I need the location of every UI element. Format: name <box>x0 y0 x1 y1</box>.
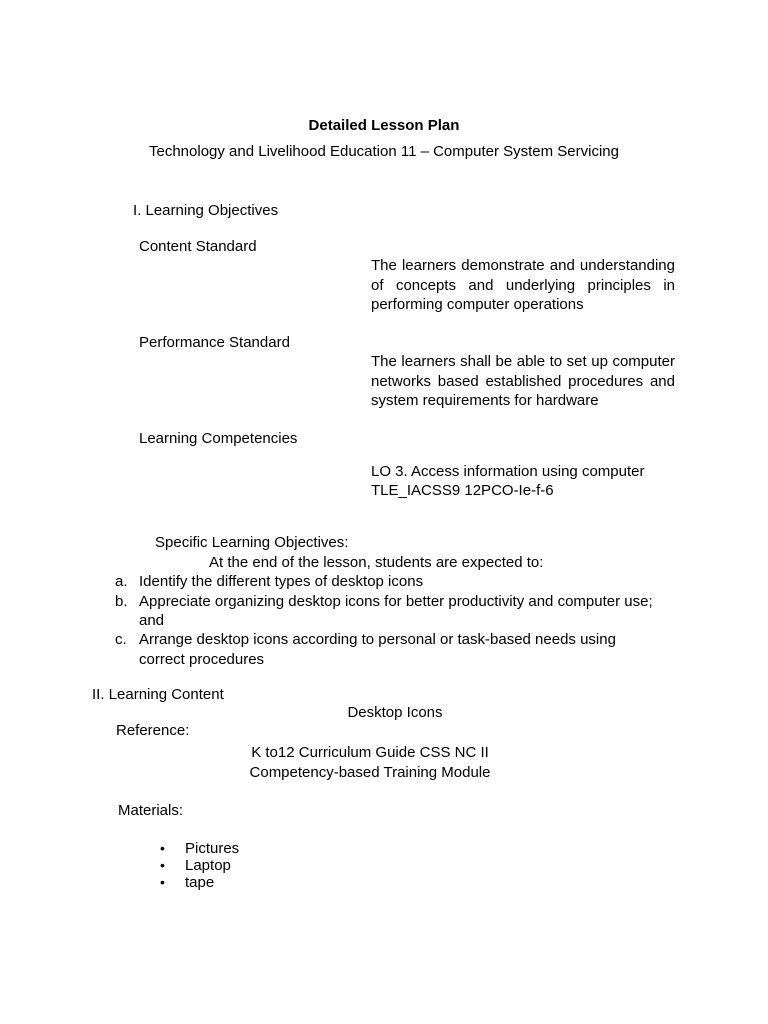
list-item-text: Appreciate organizing desktop icons for better productivity and computer use; <box>139 593 653 610</box>
document-subtitle: Technology and Livelihood Education 11 – Computer System Servicing <box>149 143 619 160</box>
section-heading-learning-content: II. Learning Content <box>92 686 224 703</box>
reference-line-2: Competency-based Training Module <box>249 764 491 781</box>
content-standard-text: The learners demonstrate and understanding of concepts and underlying principles in performing computer operations <box>371 257 675 313</box>
document-title: Detailed Lesson Plan <box>308 117 460 134</box>
list-item-text-continued: correct procedures <box>139 651 265 668</box>
material-item: Pictures <box>185 840 240 857</box>
list-item-text: Identify the different types of desktop icons <box>139 573 424 590</box>
section-heading-learning-objectives: I. Learning Objectives <box>133 202 279 219</box>
bullet-icon: • <box>160 857 165 873</box>
specific-objectives-heading: Specific Learning Objectives: <box>155 534 349 551</box>
list-item-text: Arrange desktop icons according to personal or task-based needs using <box>139 631 616 648</box>
specific-objectives-intro: At the end of the lesson, students are expected to: <box>209 554 544 571</box>
topic-title: Desktop Icons <box>347 704 443 721</box>
list-marker: c. <box>115 631 127 648</box>
list-item-text-continued: and <box>139 612 165 629</box>
learning-competency-line-1: LO 3. Access information using computer <box>371 463 645 480</box>
performance-standard-label: Performance Standard <box>139 334 290 351</box>
material-item: tape <box>185 874 215 891</box>
materials-label: Materials: <box>118 802 184 819</box>
reference-label: Reference: <box>116 722 190 739</box>
content-standard-label: Content Standard <box>139 238 257 255</box>
learning-competency-code: TLE_IACSS9 12PCO-Ie-f-6 <box>371 482 554 499</box>
performance-standard-text: The learners shall be able to set up computer networks based established procedures and system requirements for hardware <box>371 353 675 409</box>
reference-line-1: K to12 Curriculum Guide CSS NC II <box>251 744 489 761</box>
learning-competencies-label: Learning Competencies <box>139 430 298 447</box>
bullet-icon: • <box>160 874 165 890</box>
list-marker: b. <box>115 593 128 610</box>
list-marker: a. <box>115 573 128 590</box>
material-item: Laptop <box>185 857 231 874</box>
bullet-icon: • <box>160 840 165 856</box>
